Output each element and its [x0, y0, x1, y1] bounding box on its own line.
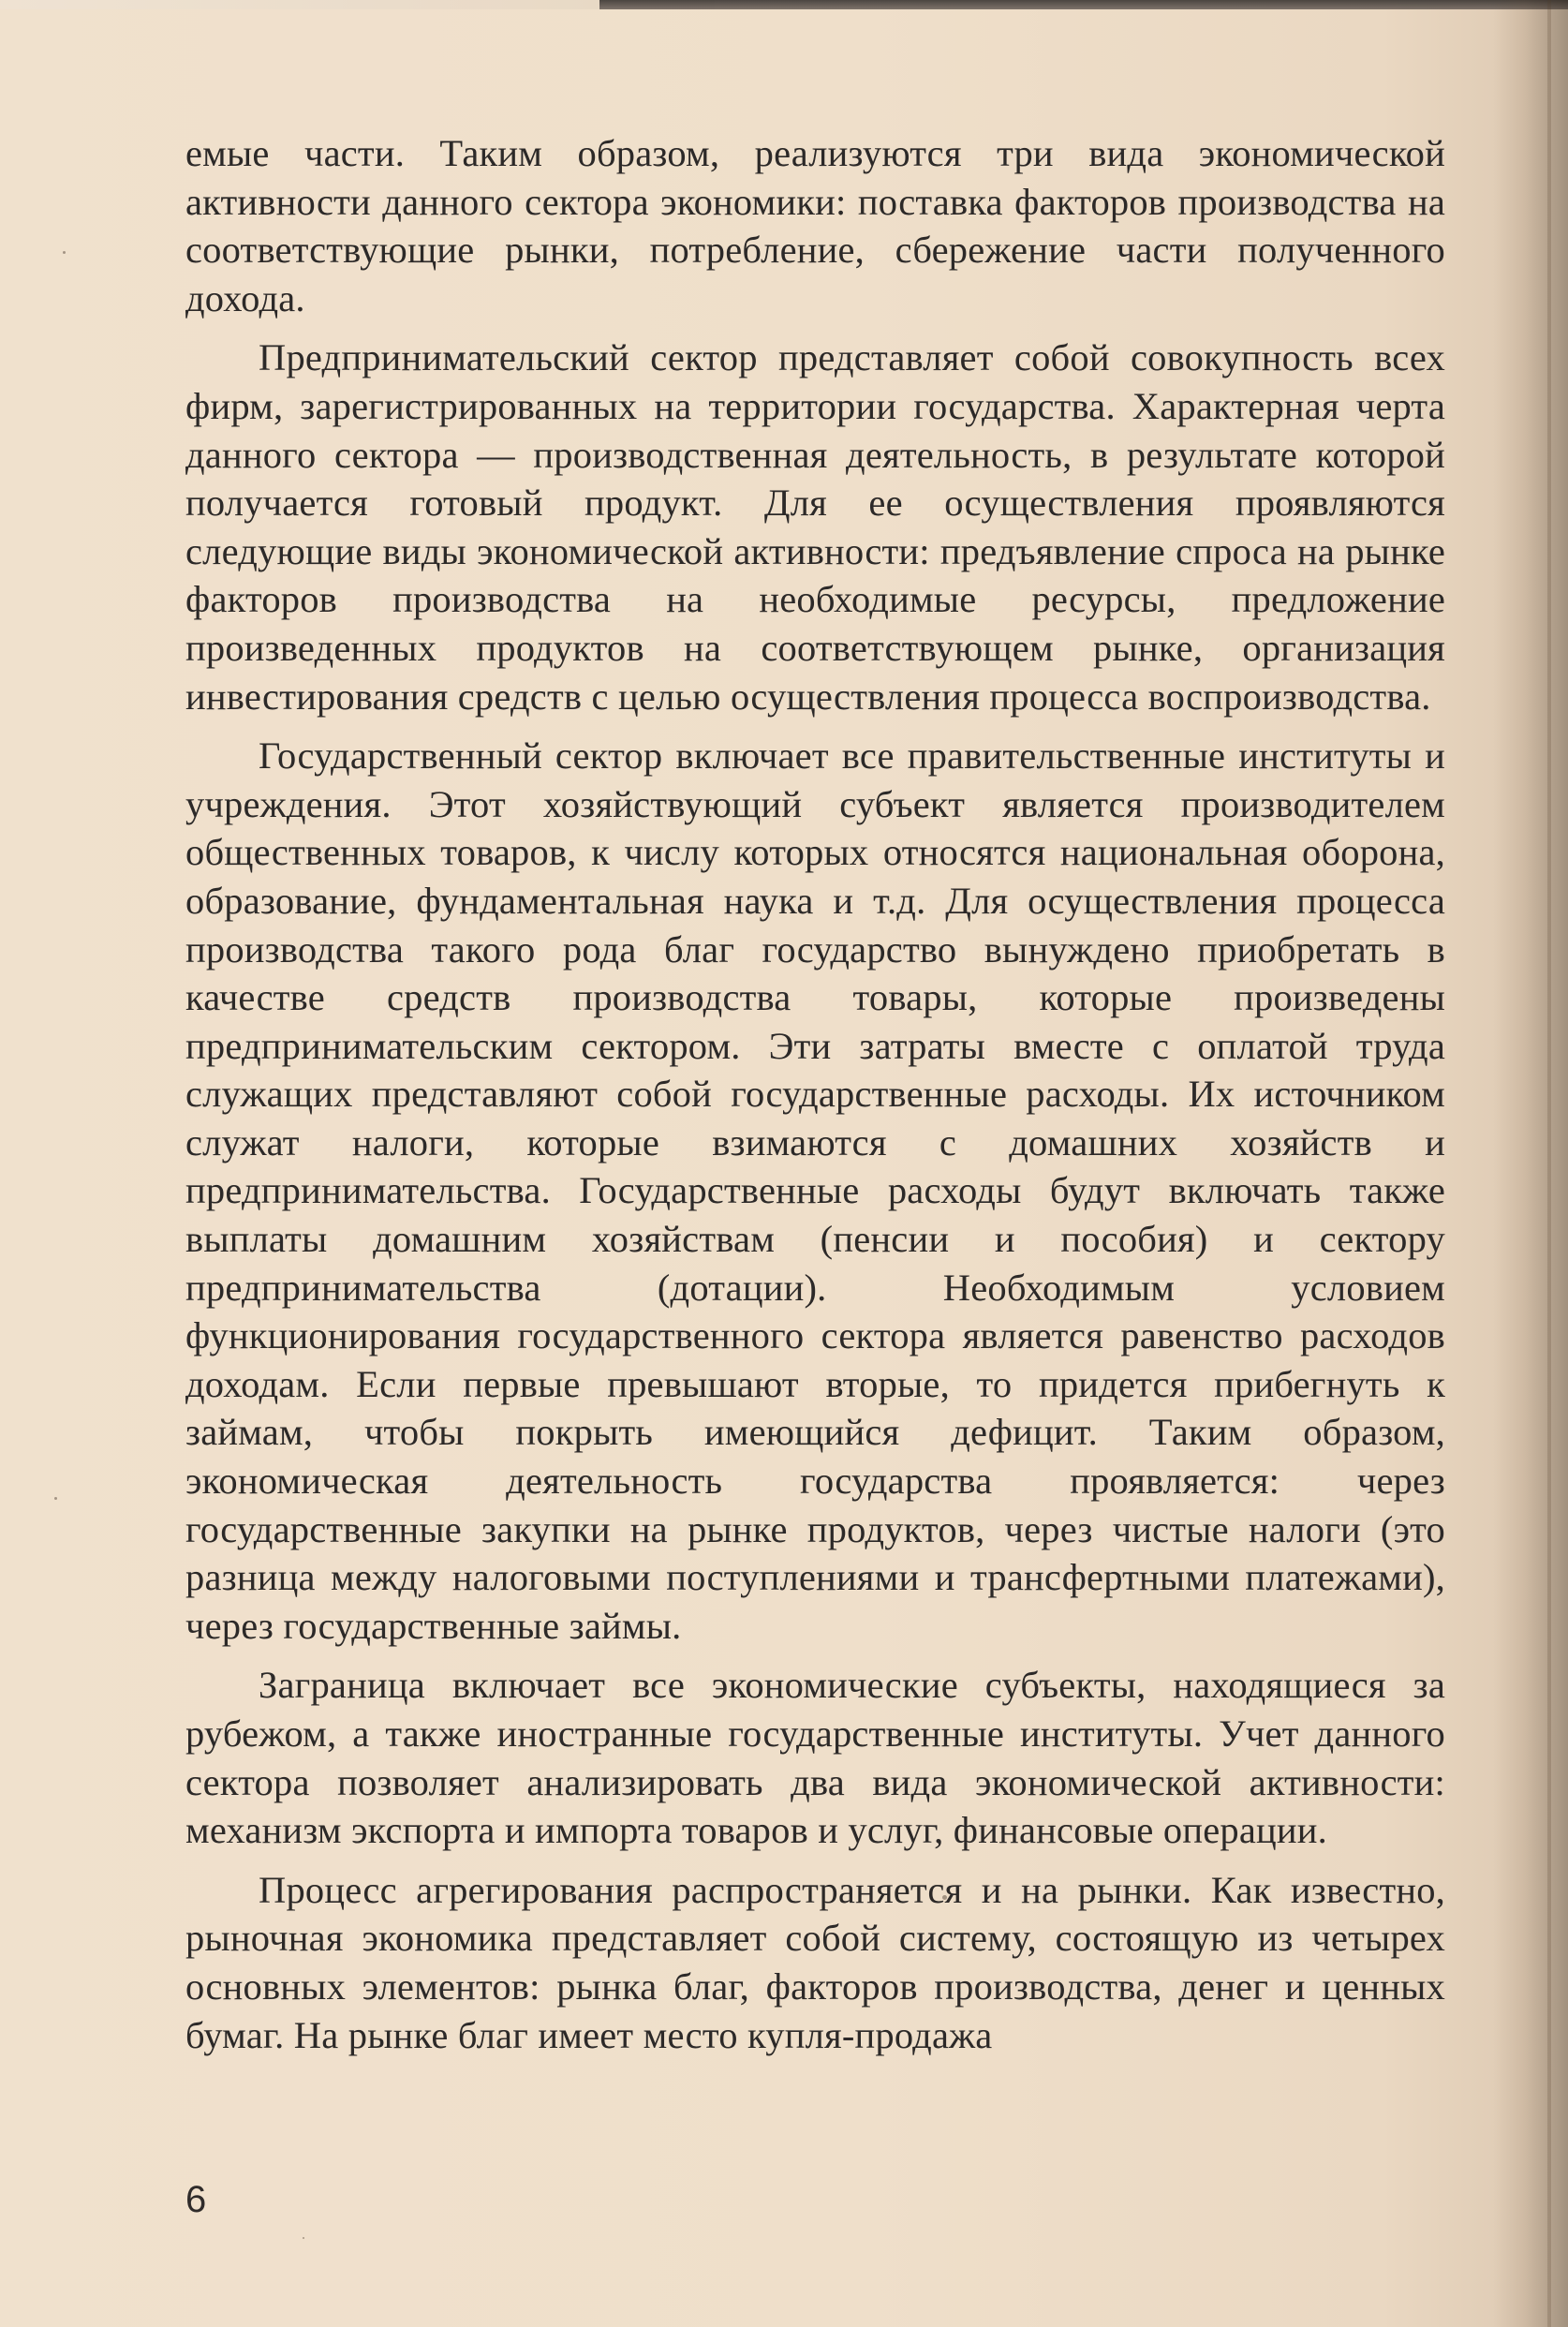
paragraph-government-sector: Государственный сектор включает все правительственные институты и учреждения. Этот хозяйствующий субъект является производителем общественных товаров, к числу которых относятся национальная оборона, образование, фундаментальная наука и т.д. Для осуществления процесса производства такого рода благ государство вынуждено приобретать в качестве средств производства товары, которые произведены предпринимательским сектором. Эти затраты вместе с оплатой труда служащих представляют собой государственные расходы. Их источником служат налоги, которые взимаются с домашних хозяйств и предпринимательства. Государственные расходы будут включать также выплаты домашним хозяйствам (пенсии и пособия) и сектору предпринимательства (дотации). Необходимым условием функционирования государственного сектора является равенство расходов доходам. Если первые превышают вторые, то придется прибегнуть к займам, чтобы покрыть имеющийся дефицит. Таким образом, экономическая деятельность государства проявляется: через государственные закупки на рынке продуктов, через чистые налоги (это разница между налоговыми поступлениями и трансфертными платежами), через государственные займы. — [185, 734, 1445, 1647]
paragraph-market-aggregation: Процесс агрегирования распространяется и на рынки. Как известно, рыночная экономика представляет собой систему, состоящую из четырех основных элементов: рынка благ, факторов производства, денег и ценных бумаг. На рынке благ имеет место купля-продажа — [185, 1868, 1445, 2056]
paper-speck — [54, 1497, 57, 1500]
spine-line — [1547, 0, 1551, 2327]
paper-speck — [63, 251, 66, 254]
body-text — [185, 129, 1445, 2070]
page-top-edge — [0, 0, 1568, 9]
spine-shadow — [1493, 0, 1568, 2327]
paper-speck — [303, 2237, 304, 2239]
paragraph-household-continuation: емые части. Таким образом, реализуются три вида экономической активности данного сектора экономики: поставка факторов производства на соответствующие рынки, потребление, сбережение части полученного дохода. — [185, 132, 1445, 319]
paragraph-foreign-sector: Заграница включает все экономические субъекты, находящиеся за рубежом, а также иностранные государственные институты. Учет данного сектора позволяет анализировать два вида экономической активности: механизм экспорта и импорта товаров и услуг, финансовые операции. — [185, 1664, 1445, 1852]
paragraph-business-sector: Предпринимательский сектор представляет собой совокупность всех фирм, зарегистрированных на территории государства. Характерная черта данного сектора — производственная деятельность, в результате которой получается готовый продукт. Для ее осуществления проявляются следующие виды экономической активности: предъявление спроса на рынке факторов производства на необходимые ресурсы, предложение произведенных продуктов на соответствующем рынке, организация инвестирования средств с целью осуществления процесса воспроизводства. — [185, 336, 1445, 718]
page-number: 6 — [185, 2179, 207, 2220]
